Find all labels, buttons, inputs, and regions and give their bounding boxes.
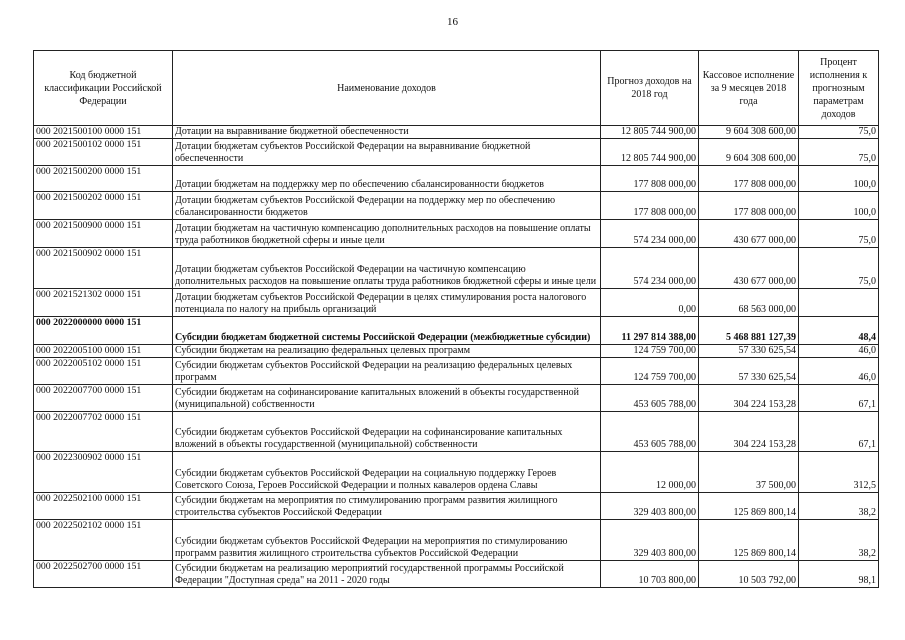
row-code: 000 2022502102 0000 151 xyxy=(34,520,173,561)
row-name: Дотации бюджетам на поддержку мер по обеспечению сбалансированности бюджетов xyxy=(173,166,601,192)
row-name: Дотации бюджетам субъектов Российской Федерации на поддержку мер по обеспечению сбалансированности бюджетов xyxy=(173,192,601,220)
table-row xyxy=(34,192,879,220)
row-code: 000 2022005100 0000 151 xyxy=(34,345,173,358)
row-code: 000 2021500102 0000 151 xyxy=(34,139,173,166)
row-forecast: 329 403 800,00 xyxy=(601,493,699,520)
row-percent: 312,5 xyxy=(799,452,879,493)
row-percent: 48,4 xyxy=(799,317,879,345)
row-percent: 75,0 xyxy=(799,126,879,139)
table-row xyxy=(34,248,879,289)
table-row xyxy=(34,520,879,561)
row-name: Субсидии бюджетам субъектов Российской Федерации на софинансирование капитальных вложений в объекты государственной (муниципальной) собственности xyxy=(173,412,601,452)
row-name: Субсидии бюджетам на софинансирование капитальных вложений в объекты государственной (муниципальной) собственности xyxy=(173,385,601,412)
page-number: 16 xyxy=(447,16,458,28)
row-name: Дотации на выравнивание бюджетной обеспеченности xyxy=(173,126,601,139)
row-code: 000 2022000000 0000 151 xyxy=(34,317,173,345)
row-forecast: 177 808 000,00 xyxy=(601,166,699,192)
row-cash: 57 330 625,54 xyxy=(699,358,799,385)
row-cash: 304 224 153,28 xyxy=(699,412,799,452)
row-code: 000 2021500202 0000 151 xyxy=(34,192,173,220)
row-percent: 100,0 xyxy=(799,166,879,192)
row-forecast: 124 759 700,00 xyxy=(601,358,699,385)
row-percent: 75,0 xyxy=(799,139,879,166)
header-forecast: Прогноз доходов на 2018 год xyxy=(601,51,699,126)
row-forecast: 453 605 788,00 xyxy=(601,385,699,412)
row-name: Субсидии бюджетам на реализацию мероприятий государственной программы Российской Федерации "Доступная среда" на 2011 - 2020 годы xyxy=(173,561,601,588)
row-name: Субсидии бюджетам субъектов Российской Федерации на мероприятия по стимулированию программ развития жилищного строительства субъектов Российской Федерации xyxy=(173,520,601,561)
row-forecast: 124 759 700,00 xyxy=(601,345,699,358)
row-cash: 5 468 881 127,39 xyxy=(699,317,799,345)
row-cash: 125 869 800,14 xyxy=(699,520,799,561)
table-row xyxy=(34,385,879,412)
row-percent: 100,0 xyxy=(799,192,879,220)
row-percent xyxy=(799,289,879,317)
table-row xyxy=(34,220,879,248)
row-name: Дотации бюджетам субъектов Российской Федерации в целях стимулирования роста налогового потенциала по налогу на прибыль организаций xyxy=(173,289,601,317)
row-cash: 9 604 308 600,00 xyxy=(699,139,799,166)
row-code: 000 2021500200 0000 151 xyxy=(34,166,173,192)
row-percent: 98,1 xyxy=(799,561,879,588)
row-code: 000 2022300902 0000 151 xyxy=(34,452,173,493)
row-name: Дотации бюджетам субъектов Российской Федерации на выравнивание бюджетной обеспеченности xyxy=(173,139,601,166)
header-percent: Процент исполнения к прогнозным параметрам доходов xyxy=(799,51,879,126)
table-row xyxy=(34,289,879,317)
row-percent: 38,2 xyxy=(799,520,879,561)
row-name: Дотации бюджетам на частичную компенсацию дополнительных расходов на повышение оплаты труда работников бюджетной сферы и иные цели xyxy=(173,220,601,248)
row-cash: 37 500,00 xyxy=(699,452,799,493)
row-forecast: 177 808 000,00 xyxy=(601,192,699,220)
row-forecast: 329 403 800,00 xyxy=(601,520,699,561)
table-row xyxy=(34,412,879,452)
row-code: 000 2021500900 0000 151 xyxy=(34,220,173,248)
row-forecast: 574 234 000,00 xyxy=(601,248,699,289)
table-row xyxy=(34,452,879,493)
row-code: 000 2022502100 0000 151 xyxy=(34,493,173,520)
row-name: Субсидии бюджетам на реализацию федеральных целевых программ xyxy=(173,345,601,358)
row-forecast: 12 805 744 900,00 xyxy=(601,139,699,166)
row-cash: 68 563 000,00 xyxy=(699,289,799,317)
table-row-total xyxy=(34,317,879,345)
row-forecast: 12 000,00 xyxy=(601,452,699,493)
row-name: Субсидии бюджетам субъектов Российской Федерации на реализацию федеральных целевых программ xyxy=(173,358,601,385)
row-percent: 38,2 xyxy=(799,493,879,520)
table-row xyxy=(34,166,879,192)
row-percent: 67,1 xyxy=(799,412,879,452)
table-row xyxy=(34,493,879,520)
row-name: Субсидии бюджетам бюджетной системы Российской Федерации (межбюджетные субсидии) xyxy=(173,317,601,345)
row-forecast: 12 805 744 900,00 xyxy=(601,126,699,139)
row-cash: 57 330 625,54 xyxy=(699,345,799,358)
row-code: 000 2022007700 0000 151 xyxy=(34,385,173,412)
row-percent: 67,1 xyxy=(799,385,879,412)
row-cash: 177 808 000,00 xyxy=(699,192,799,220)
table-header-row xyxy=(34,51,879,126)
row-cash: 125 869 800,14 xyxy=(699,493,799,520)
table-row xyxy=(34,358,879,385)
row-cash: 304 224 153,28 xyxy=(699,385,799,412)
row-cash: 430 677 000,00 xyxy=(699,220,799,248)
header-cash: Кассовое исполнение за 9 месяцев 2018 года xyxy=(699,51,799,126)
row-code: 000 2022005102 0000 151 xyxy=(34,358,173,385)
budget-revenue-table xyxy=(33,50,879,588)
row-forecast: 10 703 800,00 xyxy=(601,561,699,588)
row-percent: 46,0 xyxy=(799,358,879,385)
row-forecast: 574 234 000,00 xyxy=(601,220,699,248)
row-code: 000 2021500902 0000 151 xyxy=(34,248,173,289)
row-forecast: 453 605 788,00 xyxy=(601,412,699,452)
row-code: 000 2021521302 0000 151 xyxy=(34,289,173,317)
row-name: Субсидии бюджетам субъектов Российской Федерации на социальную поддержку Героев Советского Союза, Героев Российской Федерации и полных кавалеров ордена Славы xyxy=(173,452,601,493)
row-name: Субсидии бюджетам на мероприятия по стимулированию программ развития жилищного строительства субъектов Российской Федерации xyxy=(173,493,601,520)
row-percent: 75,0 xyxy=(799,248,879,289)
table-row xyxy=(34,126,879,139)
row-cash: 10 503 792,00 xyxy=(699,561,799,588)
row-code: 000 2022007702 0000 151 xyxy=(34,412,173,452)
table-row xyxy=(34,139,879,166)
table-row xyxy=(34,561,879,588)
row-code: 000 2021500100 0000 151 xyxy=(34,126,173,139)
row-name: Дотации бюджетам субъектов Российской Федерации на частичную компенсацию дополнительных расходов на повышение оплаты труда работников бюджетной сферы и иные цели xyxy=(173,248,601,289)
row-cash: 9 604 308 600,00 xyxy=(699,126,799,139)
table-row xyxy=(34,345,879,358)
row-cash: 177 808 000,00 xyxy=(699,166,799,192)
row-code: 000 2022502700 0000 151 xyxy=(34,561,173,588)
row-cash: 430 677 000,00 xyxy=(699,248,799,289)
header-name: Наименование доходов xyxy=(173,51,601,126)
row-percent: 46,0 xyxy=(799,345,879,358)
row-percent: 75,0 xyxy=(799,220,879,248)
header-code: Код бюджетной классификации Российской Федерации xyxy=(34,51,173,126)
row-forecast: 0,00 xyxy=(601,289,699,317)
row-forecast: 11 297 814 388,00 xyxy=(601,317,699,345)
